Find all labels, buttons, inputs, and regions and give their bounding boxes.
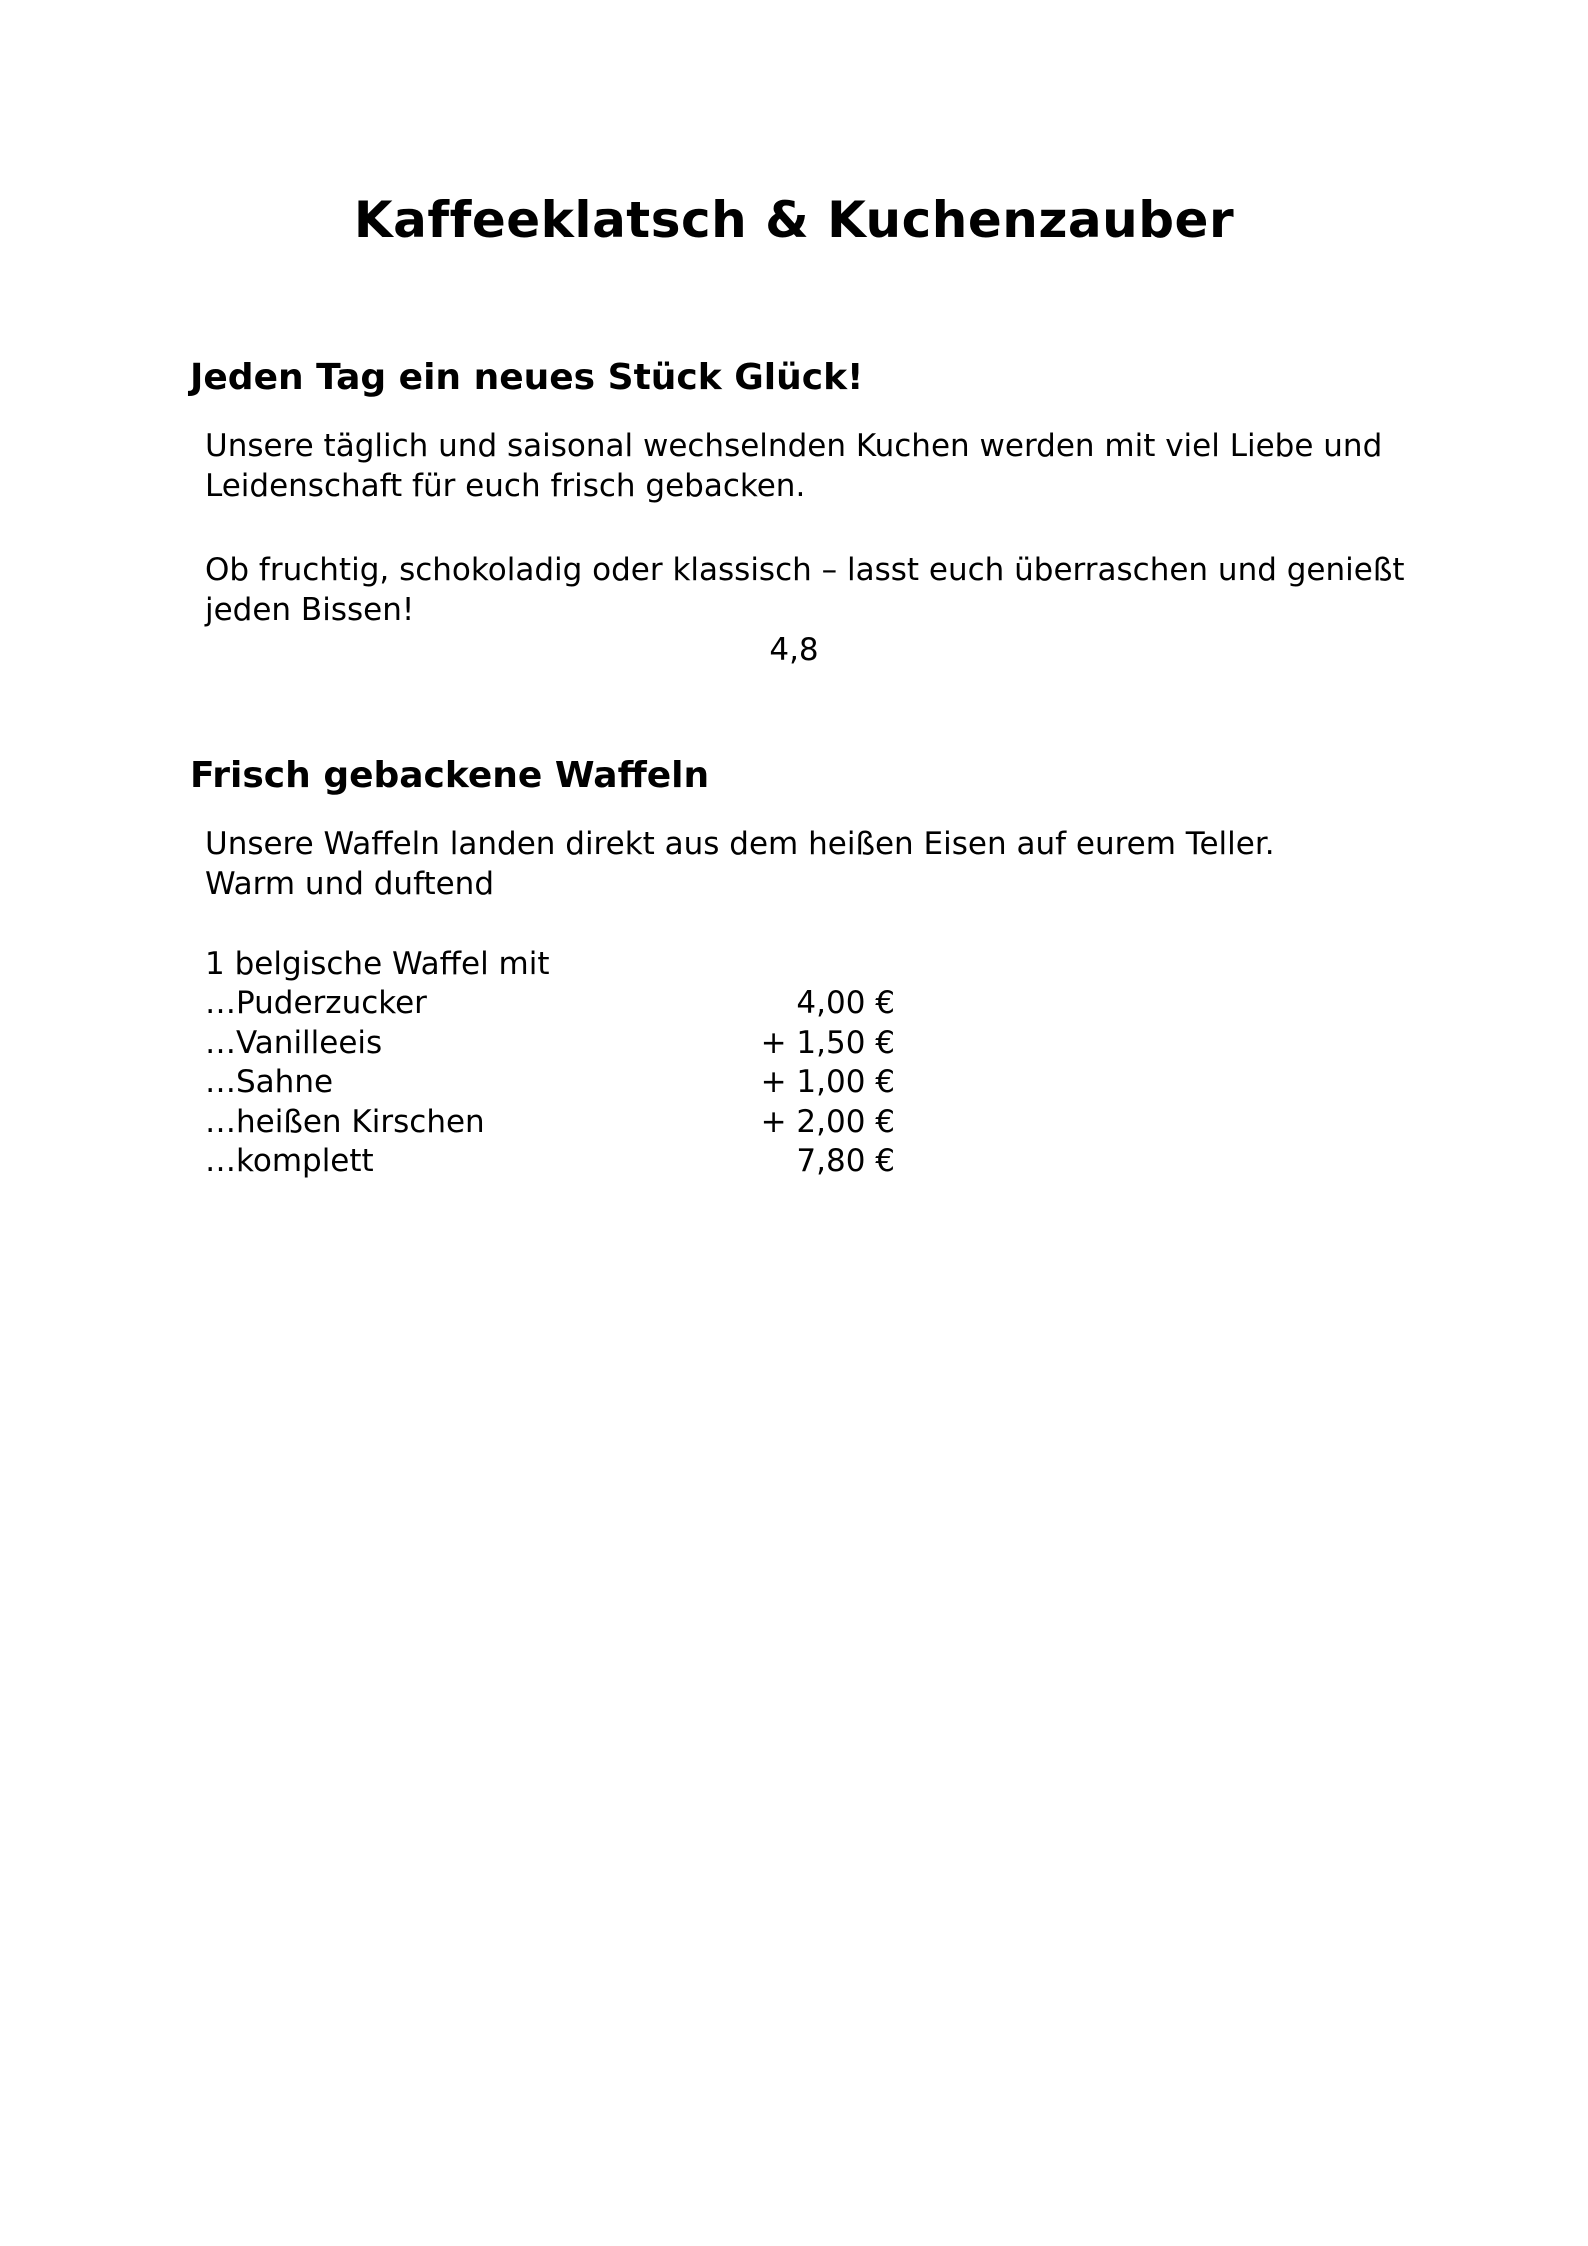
cake-section-heading: Jeden Tag ein neues Stück Glück! (190, 357, 864, 398)
item-label: …komplett (205, 1143, 374, 1179)
item-price: + 1,00 € (760, 1064, 895, 1100)
item-label: …Vanilleeis (205, 1024, 383, 1061)
cake-description-line: Leidenschaft für euch frisch gebacken. (205, 468, 806, 504)
cake-description-paragraph (205, 426, 1382, 506)
item-label: …Puderzucker (205, 985, 427, 1021)
item-price: 7,80 € (796, 1143, 895, 1179)
waffle-intro-line: Warm und duftend (205, 866, 494, 902)
cake-tagline-line: jeden Bissen! (205, 592, 415, 628)
item-price: + 1,50 € (760, 1024, 895, 1061)
waffle-list-lead: 1 belgische Waffel mit (205, 946, 550, 982)
cake-tagline-line: Ob fruchtig, schokoladig oder klassisch – lasst euch überraschen und genießt (205, 552, 1405, 588)
price-row-puderzucker (205, 984, 895, 1024)
waffle-intro-line: Unsere Waffeln landen direkt aus dem heißen Eisen auf eurem Teller. (205, 826, 1275, 862)
price-row-kirschen (205, 1103, 895, 1143)
price-row-komplett (205, 1142, 895, 1182)
price-row-sahne (205, 1063, 895, 1103)
price-row-vanilleeis (205, 1024, 895, 1064)
item-label: …heißen Kirschen (205, 1103, 485, 1140)
waffle-section-heading: Frisch gebackene Waffeln (190, 755, 710, 796)
item-label: …Sahne (205, 1064, 334, 1100)
item-price: + 2,00 € (760, 1103, 895, 1140)
item-price: 4,00 € (796, 985, 895, 1021)
cake-tagline-paragraph (205, 550, 1405, 630)
waffle-intro-paragraph (205, 824, 1275, 904)
cake-price: 4,8 (769, 632, 819, 668)
page-title: Kaffeeklatsch & Kuchenzauber (353, 191, 1235, 249)
cake-description-line: Unsere täglich und saisonal wechselnden Kuchen werden mit viel Liebe und (205, 428, 1383, 464)
waffle-price-list (205, 984, 895, 1182)
